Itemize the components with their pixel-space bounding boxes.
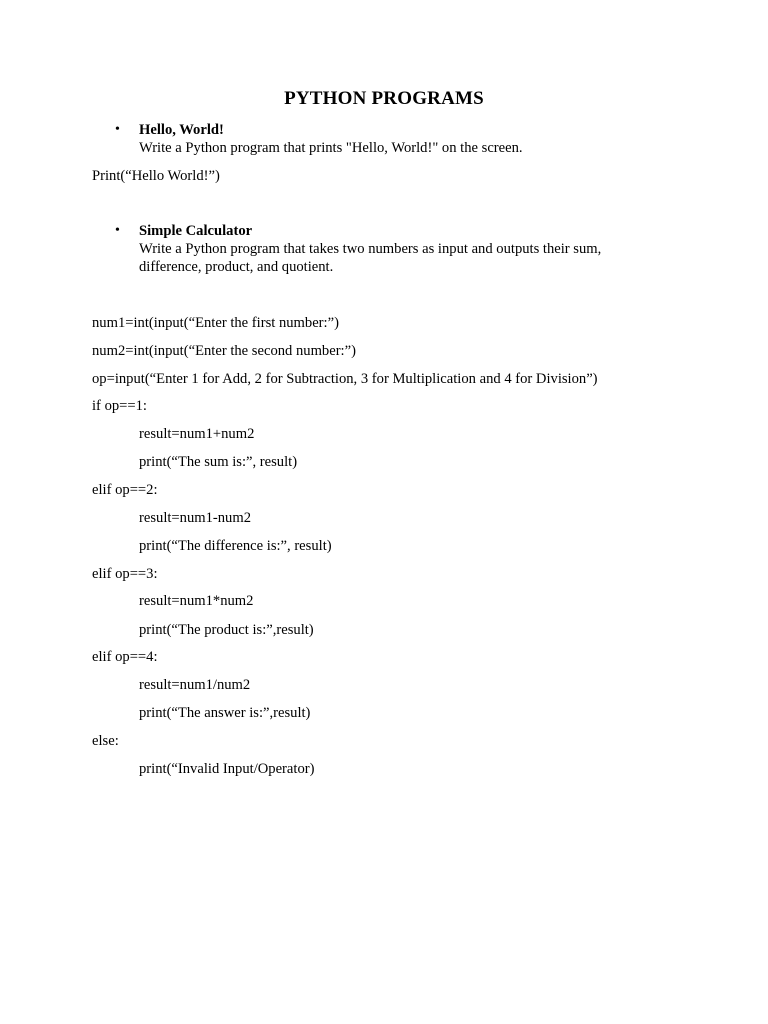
bullet-icon: •	[115, 223, 120, 238]
code-line: num2=int(input(“Enter the second number:”)	[92, 343, 356, 359]
bullet-description: difference, product, and quotient.	[139, 259, 334, 275]
code-line: print(“The sum is:”, result)	[139, 454, 298, 470]
page-title: PYTHON PROGRAMS	[284, 88, 484, 109]
bullet-heading: Simple Calculator	[139, 223, 253, 239]
code-line: Print(“Hello World!”)	[92, 168, 220, 184]
code-line: else:	[92, 733, 119, 749]
code-line: print(“The difference is:”, result)	[139, 538, 332, 554]
code-line: print(“The product is:”,result)	[139, 622, 314, 638]
code-line: elif op==4:	[92, 649, 158, 665]
code-line: print(“The answer is:”,result)	[139, 705, 311, 721]
list-item-simple-calculator	[115, 222, 659, 276]
bullet-description: Write a Python program that prints "Hello, World!" on the screen.	[139, 140, 523, 156]
code-line: elif op==3:	[92, 566, 158, 582]
code-line: if op==1:	[92, 398, 147, 414]
code-line: num1=int(input(“Enter the first number:”)	[92, 315, 339, 331]
code-line: op=input(“Enter 1 for Add, 2 for Subtraction, 3 for Multiplication and 4 for Division”)	[92, 371, 598, 387]
list-item-hello-world	[115, 121, 659, 157]
code-line: result=num1-num2	[139, 510, 251, 526]
bullet-description: Write a Python program that takes two numbers as input and outputs their sum,	[139, 241, 602, 257]
bullet-icon: •	[115, 122, 120, 137]
code-line: result=num1*num2	[139, 593, 254, 609]
code-line: print(“Invalid Input/Operator)	[139, 761, 315, 777]
code-line: result=num1+num2	[139, 426, 255, 442]
code-line: result=num1/num2	[139, 677, 251, 693]
code-line: elif op==2:	[92, 482, 158, 498]
bullet-heading: Hello, World!	[139, 122, 224, 138]
